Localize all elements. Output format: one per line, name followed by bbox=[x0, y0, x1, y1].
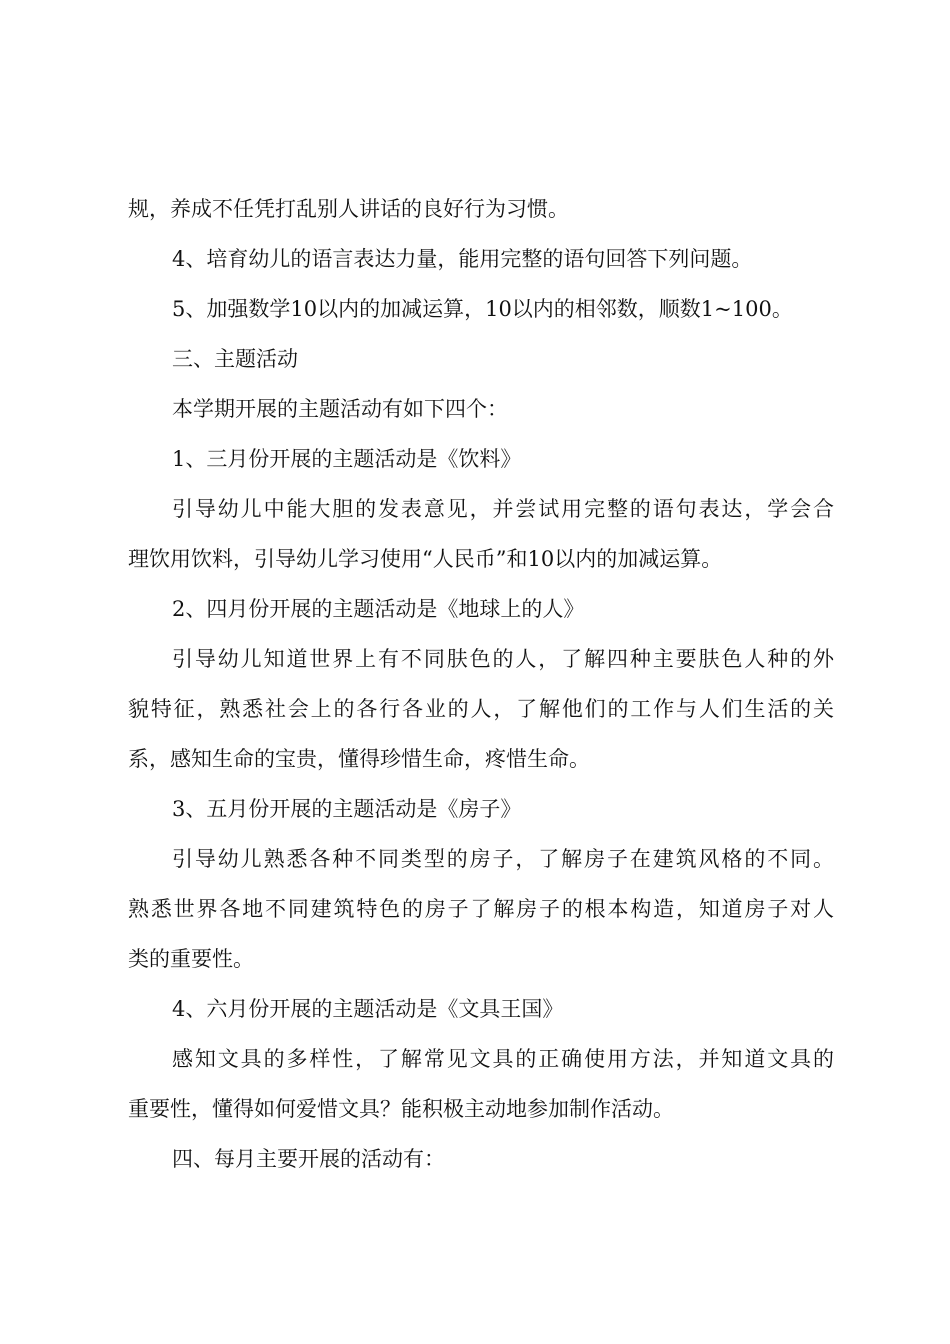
paragraph-line: 引导幼儿知道世界上有不同肤色的人，了解四种主要肤色人种的外 bbox=[172, 647, 834, 671]
paragraph-line: 感知文具的多样性，了解常见文具的正确使用方法，并知道文具的 bbox=[172, 1047, 834, 1071]
paragraph-line: 系，感知生命的宝贵，懂得珍惜生命，疼惜生命。 bbox=[128, 747, 590, 771]
list-item-heading: 1、三月份开展的主题活动是《饮料》 bbox=[172, 447, 522, 471]
list-item-heading: 3、五月份开展的主题活动是《房子》 bbox=[172, 797, 522, 821]
paragraph-line: 规，养成不任凭打乱别人讲话的良好行为习惯。 bbox=[128, 197, 569, 221]
list-item-heading: 4、六月份开展的主题活动是《文具王国》 bbox=[172, 997, 564, 1021]
list-item-heading: 2、四月份开展的主题活动是《地球上的人》 bbox=[172, 597, 585, 621]
section-heading: 三、主题活动 bbox=[172, 347, 298, 371]
paragraph-line: 重要性，懂得如何爱惜文具？能积极主动地参加制作活动。 bbox=[128, 1097, 674, 1121]
paragraph-line: 引导幼儿熟悉各种不同类型的房子，了解房子在建筑风格的不同。 bbox=[172, 847, 834, 871]
paragraph-line: 熟悉世界各地不同建筑特色的房子了解房子的根本构造，知道房子对人 bbox=[128, 897, 834, 921]
section-heading: 四、每月主要开展的活动有： bbox=[172, 1147, 445, 1171]
paragraph-line: 4、培育幼儿的语言表达力量，能用完整的语句回答下列问题。 bbox=[172, 247, 753, 271]
paragraph-line: 本学期开展的主题活动有如下四个： bbox=[172, 397, 508, 421]
paragraph-line: 引导幼儿中能大胆的发表意见，并尝试用完整的语句表达，学会合 bbox=[172, 497, 834, 521]
document-body bbox=[128, 184, 834, 1184]
paragraph-line: 5、加强数学10以内的加减运算，10以内的相邻数，顺数1~100。 bbox=[172, 297, 793, 321]
paragraph-line: 理饮用饮料，引导幼儿学习使用“人民币”和10以内的加减运算。 bbox=[128, 547, 723, 571]
paragraph-line: 貌特征，熟悉社会上的各行各业的人，了解他们的工作与人们生活的关 bbox=[128, 697, 834, 721]
paragraph-line: 类的重要性。 bbox=[128, 947, 254, 971]
